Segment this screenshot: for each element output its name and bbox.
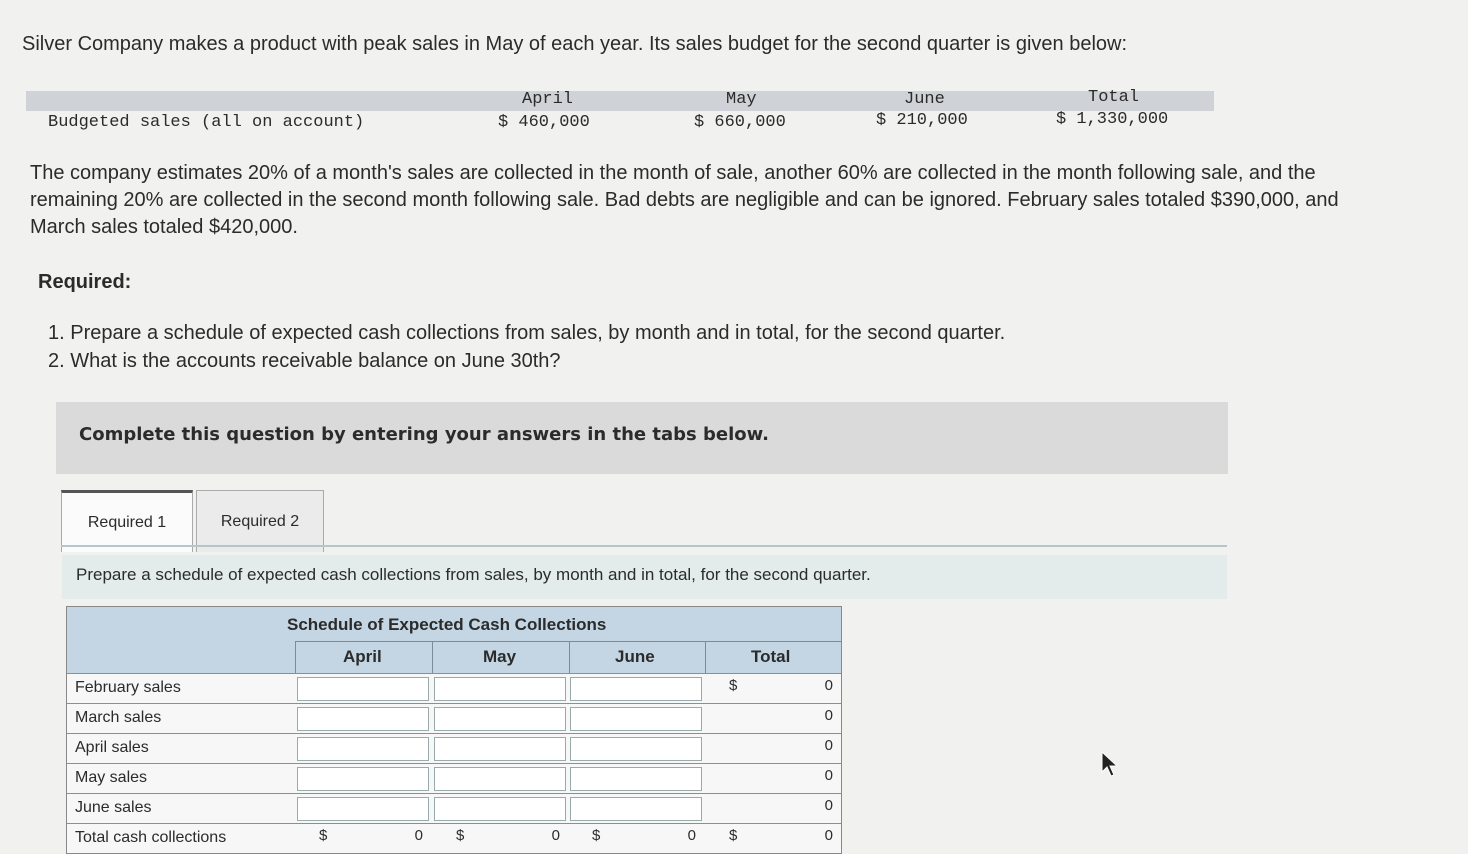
- february-may-input[interactable]: [434, 677, 566, 701]
- total-value: 0: [414, 827, 423, 844]
- mouse-cursor-icon: [1100, 750, 1122, 780]
- row-label: February sales: [75, 679, 181, 696]
- may-june-input[interactable]: [570, 767, 702, 791]
- total-value: 0: [824, 827, 833, 844]
- total-value: 0: [824, 707, 833, 724]
- requirement-item: 1. Prepare a schedule of expected cash collections from sales, by month and in total, for the second quarter.: [48, 322, 1006, 344]
- column-divider: [295, 641, 296, 673]
- intro-text: Silver Company makes a product with peak sales in May of each year. Its sales budget for the second quarter is given below:: [22, 33, 1128, 55]
- row-label: May sales: [75, 769, 148, 786]
- may-april-input[interactable]: [297, 767, 429, 791]
- budget-value-may: $ 660,000: [694, 113, 786, 132]
- june-april-input[interactable]: [297, 797, 429, 821]
- tab-required-1[interactable]: [61, 490, 193, 552]
- march-total: [707, 704, 839, 734]
- total-total: [707, 824, 839, 854]
- budget-row-label: Budgeted sales (all on account): [48, 113, 365, 132]
- total-value: 0: [824, 797, 833, 814]
- column-divider: [705, 641, 706, 673]
- table-row: [67, 793, 841, 824]
- header-divider: [295, 641, 841, 642]
- column-header-june: June: [615, 647, 655, 666]
- budget-month-total: Total: [1088, 88, 1140, 107]
- june-june-input[interactable]: [570, 797, 702, 821]
- april-may-input[interactable]: [434, 737, 566, 761]
- budget-month-may: May: [726, 90, 757, 109]
- budget-value-total: $ 1,330,000: [1056, 110, 1169, 129]
- table-row: [67, 703, 841, 734]
- june-may-input[interactable]: [434, 797, 566, 821]
- instruction-text: Prepare a schedule of expected cash collections from sales, by month and in total, for the second quarter.: [76, 565, 871, 584]
- tab-label: Required 1: [87, 513, 167, 531]
- requirement-item: 2. What is the accounts receivable balance on June 30th?: [48, 350, 561, 372]
- column-header-may: May: [483, 647, 517, 666]
- budget-table: [26, 89, 1214, 133]
- budget-value-april: $ 460,000: [498, 113, 590, 132]
- february-june-input[interactable]: [570, 677, 702, 701]
- problem-paragraph: The company estimates 20% of a month's sales are collected in the month of sale, another 60% are collected in the month following sale, and the remaining 20% are collected in the second month following sale. Bad debts are negligible and can be ignored. February sales totaled $390,000, and March sales totaled $420,000.: [30, 162, 1339, 238]
- total-value: 0: [551, 827, 560, 844]
- may-total: [707, 764, 839, 794]
- row-label: April sales: [75, 739, 149, 756]
- currency-symbol: $: [729, 827, 738, 844]
- total-value: 0: [687, 827, 696, 844]
- requirements-list: [48, 319, 1005, 375]
- currency-symbol: $: [729, 677, 738, 694]
- february-april-input[interactable]: [297, 677, 429, 701]
- april-june-input[interactable]: [570, 737, 702, 761]
- total-value: 0: [824, 737, 833, 754]
- total-row: [67, 823, 841, 854]
- total-april: [297, 824, 429, 854]
- currency-symbol: $: [319, 827, 328, 844]
- table-row: [67, 763, 841, 794]
- april-april-input[interactable]: [297, 737, 429, 761]
- total-value: 0: [824, 677, 833, 694]
- total-may: [434, 824, 566, 854]
- row-label: June sales: [75, 799, 152, 816]
- march-april-input[interactable]: [297, 707, 429, 731]
- column-header-total: Total: [751, 647, 791, 666]
- budget-value-june: $ 210,000: [876, 111, 968, 130]
- budget-header-band: [26, 91, 1214, 111]
- budget-month-april: April: [522, 90, 574, 109]
- april-total: [707, 734, 839, 764]
- total-value: 0: [824, 767, 833, 784]
- tab-required-2[interactable]: [196, 490, 324, 552]
- row-label: Total cash collections: [75, 829, 227, 846]
- column-divider: [432, 641, 433, 673]
- table-row: [67, 673, 841, 704]
- march-june-input[interactable]: [570, 707, 702, 731]
- budget-month-june: June: [904, 90, 945, 109]
- row-label: March sales: [75, 709, 162, 726]
- required-heading: Required:: [38, 271, 132, 293]
- march-may-input[interactable]: [434, 707, 566, 731]
- currency-symbol: $: [592, 827, 601, 844]
- banner-text: Complete this question by entering your answers in the tabs below.: [79, 424, 769, 445]
- column-header-april: April: [343, 647, 382, 666]
- table-row: [67, 733, 841, 764]
- tab-divider: [61, 545, 1227, 547]
- total-june: [570, 824, 702, 854]
- may-may-input[interactable]: [434, 767, 566, 791]
- cash-collections-schedule: [66, 606, 842, 854]
- tab-label: Required 2: [220, 512, 300, 530]
- february-total: [707, 674, 839, 704]
- column-divider: [569, 641, 570, 673]
- currency-symbol: $: [456, 827, 465, 844]
- june-total: [707, 794, 839, 824]
- schedule-title: Schedule of Expected Cash Collections: [287, 615, 607, 634]
